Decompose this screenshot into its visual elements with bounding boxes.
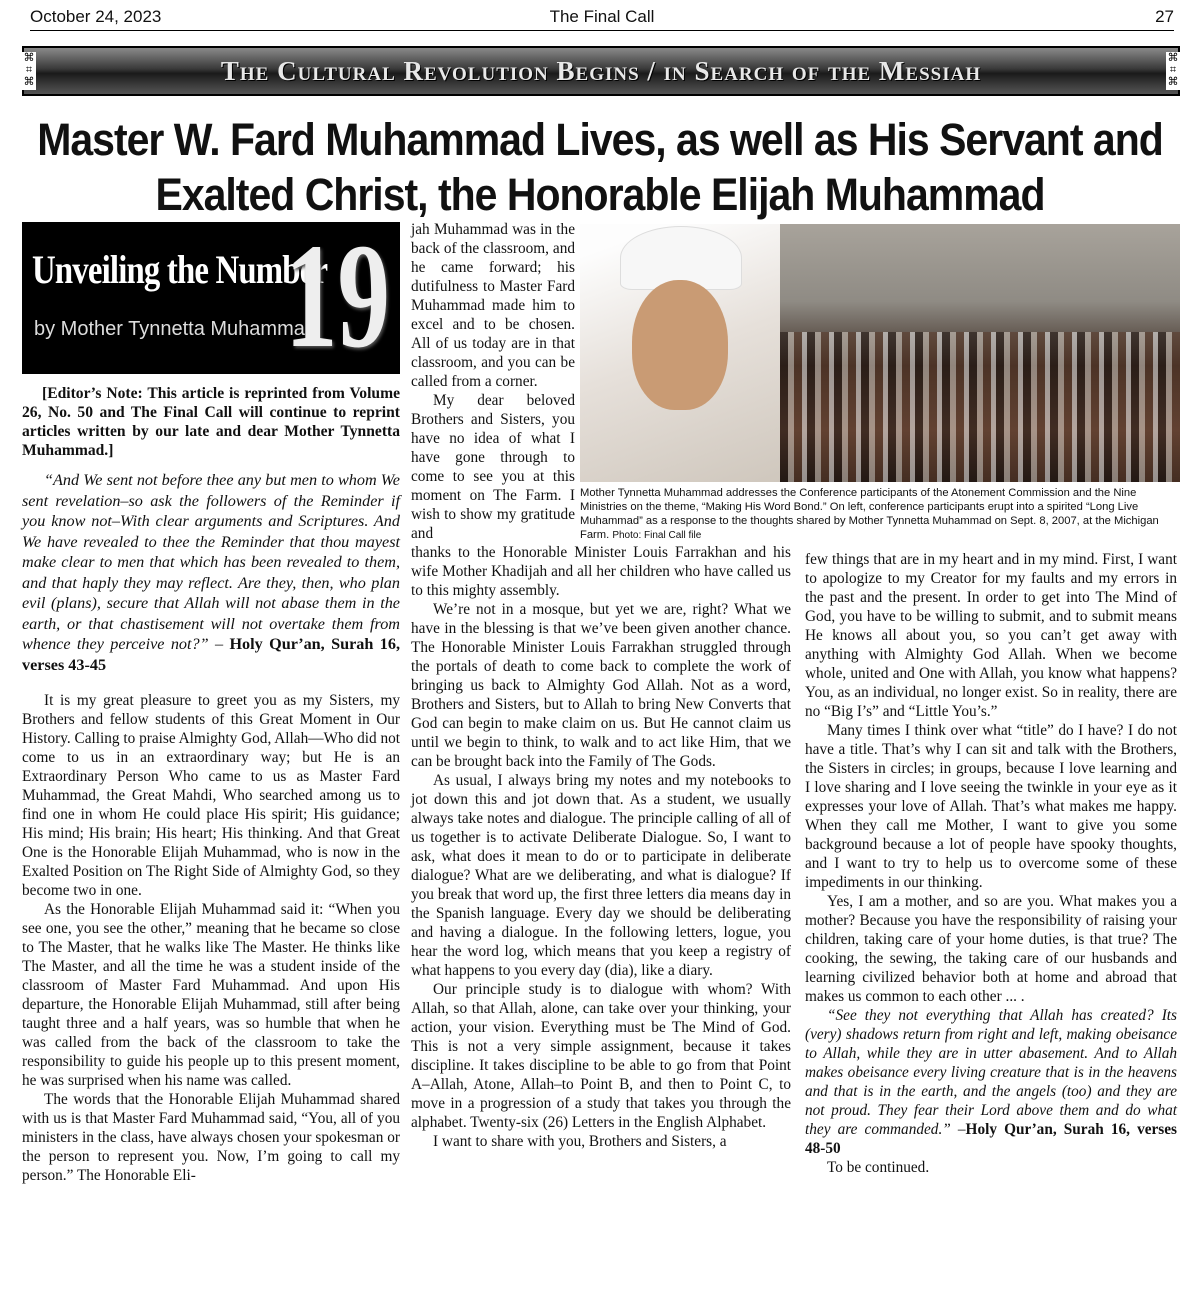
banner-text: The Cultural Revolution Begins / in Search of the Messiah: [220, 56, 982, 86]
paragraph: I want to share with you, Brothers and Sisters, a: [433, 1133, 727, 1150]
to-be-continued: To be continued.: [827, 1159, 930, 1176]
paragraph: As usual, I always bring my notes and my notebooks to jot down this and jot down that. As a student, we usually always take notes and dialogue. The principle calling of all of us together is to activate Deliberate Dialogue. So, I want to ask, what does it mean to do or to participate in deliberate dialogue? What are we deliberating, and what is dialogue? If you break that word up, the first three letters dia means day in the Spanish language. Every day we should be deliberating and having a dialogue. In the following letters, logue, you hear the word log, which means that you keep a registry of what happens to you every day (dia), like a diary.: [411, 772, 791, 979]
column-logo-byline: by Mother Tynnetta Muhammad: [34, 318, 316, 340]
headline-line-1: Master W. Fard Muhammad Lives, as well as His Servant and: [37, 114, 1163, 165]
opening-quote: [22, 470, 400, 675]
column-logo: [22, 222, 400, 374]
ornament-left-icon: ⌘ ⌗ ⌘: [23, 52, 35, 88]
opening-quote-text: “And We sent not before thee any but men to whom We sent revelation–so ask the followers of the Reminder if you know not–With clear arguments and Scriptures. And We have revealed to thee the Reminder that thou mayest make clear to men that which has been revealed to them, and that haply they may reflect. Are they, then, who plan evil (plans), secure that Allah will not abase them in the earth, or that chastisement will not overtake them from whence they perceive not?” –: [22, 471, 400, 653]
article-photo: [580, 224, 1180, 482]
paragraph: Yes, I am a mother, and so are you. What makes you a mother? Because you have the responsibility of raising your children, taking care of your home duties, is that true? The cooking, the sewing, the taking care of our husbands and learning civilized behavior both at home and abroad that makes us common to each other ... .: [805, 893, 1177, 1005]
closing-quote: [805, 1006, 1177, 1158]
article-column-1: [22, 384, 400, 1185]
paragraph: It is my great pleasure to greet you as my Sisters, my Brothers and fellow students of this Great Moment in Our History. Calling to praise Almighty God, Allah—Who did not come to us in an extraordinary way; but He is an Extraordinary Person Who came to us as Master Fard Muhammad, the Great Mahdi, Who searched among us to find one in whom He could place His spirit; His guidance; His mind; His brain; His heart; His thinking. And that Great One is the Honorable Elijah Muhammad, who is now in the Exalted Position on The Right Side of Almighty God, so they become two in one.: [22, 692, 401, 899]
paragraph: As the Honorable Elijah Muhammad said it: “When you see one, you see the other,” meaning that he became so close to The Master, that he walks like The Master. He thinks like The Master, and all the time he was a student inside of the classroom of Master Fard Muhammad. And upon His departure, the Honorable Elijah Muhammad, still after being taught three and a half years, was so humble that when he was called from the back of the classroom to take the responsibility to guide his people up to this present moment, he was surprised when his name was called.: [22, 901, 400, 1089]
paragraph: thanks to the Honorable Minister Louis Farrakhan and his wife Mother Khadijah and all her children who have called us to this mighty assembly.: [411, 544, 791, 599]
headline: [10, 112, 1190, 222]
paragraph: Our principle study is to dialogue with whom? With Allah, so that Allah, alone, can take over your thinking, your action, your vision. Everything must be The Mind of God. This is not a very simple assignment, because it takes discipline. It takes discipline to be able to go from that Point A–Allah, Atone, Allah–to Point B, and then to Point C, to move in a progression of a study that takes you through the alphabet. Twenty-six (26) Letters in the English Alphabet.: [411, 981, 791, 1131]
ornament-right-icon: ⌘ ⌗ ⌘: [1167, 52, 1179, 88]
paragraph: The words that the Honorable Elijah Muhammad shared with us is that Master Fard Muhammad said, “You, all of you ministers in the class, have always chosen your spokesman or the person to represent you. Now, I’m going to call my person.” The Honorable Eli-: [22, 1091, 400, 1184]
crowd-photo: [780, 224, 1180, 482]
photo-credit: Photo: Final Call file: [612, 530, 702, 541]
photo-caption-text: Mother Tynnetta Muhammad addresses the Conference participants of the Atonement Commission and the Nine Ministries on the theme, “Making His Word Bond.” On left, conference participants erupt into a spirited “Long Live Muhammad” as a response to the thoughts shared by Mother Tynnetta Muhammad on Sept. 8, 2007, at the Michigan Farm.: [580, 487, 1159, 541]
editors-note: [Editor’s Note: This article is reprinted from Volume 26, No. 50 and The Final Call will continue to reprint articles written by our late and dear Mother Tynnetta Muhammad.]: [22, 385, 400, 459]
issue-date: October 24, 2023: [30, 7, 162, 26]
column-logo-title: Unveiling the Number: [32, 247, 328, 292]
page-number: 27: [1155, 7, 1174, 26]
opening-quote-citation: Holy Qur’an, Surah 16, verses 43-45: [22, 635, 400, 674]
publication-name: The Final Call: [549, 7, 655, 26]
article-column-3: [805, 550, 1177, 1177]
column-2-narrow-block: [411, 220, 575, 543]
page-header: [30, 6, 1174, 31]
closing-quote-text: “See they not everything that Allah has created? Its (very) shadows return from right and left, making obeisance to Allah, while they are in utter abasement. And to Allah makes obeisance every living creature that is in the heavens and that is in the earth, and the angels (too) and they are not proud. They fear their Lord above them and do what they are commanded.” –: [805, 1007, 1177, 1138]
column-logo-number: 19: [285, 222, 390, 374]
paragraph: My dear beloved Brothers and Sisters, you have no idea of what I have gone through to come to see you at this moment on The Farm. I wish to show my gratitude and: [411, 392, 575, 542]
paragraph: few things that are in my heart and in my mind. First, I want to apologize to my Creator for my faults and my errors in the past and the present. In order to get into The Mind of God, you have to be willing to submit, and to submit means He knows all about you, so you can’t get away with anything with Almighty God Allah. When we become whole, united and One with Allah, you know what happens? You, as an individual, no longer exist. So in reality, there are no “Big I’s” and “Little You’s.”: [805, 551, 1177, 720]
headline-line-2: Exalted Christ, the Honorable Elijah Muhammad: [155, 169, 1045, 220]
paragraph: jah Muhammad was in the back of the classroom, and he came forward; his dutifulness to Master Fard Muhammad made him to excel and to be chosen. All of us today are in that classroom, and you can be called from a corner.: [411, 221, 575, 390]
closing-quote-citation: Holy Qur’an, Surah 16, verses 48-50: [805, 1121, 1177, 1157]
paragraph: We’re not in a mosque, but yet we are, right? What we have in the blessing is that we’ve been given another chance. The Honorable Minister Louis Farrakhan struggled through the portals of death to come back to complete the work of bringing us back to Almighty God Allah. Not as a word, Brothers and Sisters, but to Allah to bring New Converts that God can begin to make claim on us. But He cannot claim us until we begin to think, to walk and to act like Him, that we can be brought back into the Family of The Gods.: [411, 601, 791, 770]
section-banner: [22, 46, 1180, 96]
portrait-photo: [580, 224, 780, 482]
paragraph: Many times I think over what “title” do I have? I do not have a title. That’s why I can sit and talk with the Brothers, the Sisters in circles; in groups, because I love learning and I love sharing and I love seeing the twinkle in your eye as it expresses your love of Allah. That’s what makes me happy. When they call me Mother, I want to give you some background because a lot of people have spooky thoughts, and I want to try to help us to overcome some of these impediments in our thinking.: [805, 722, 1177, 891]
photo-caption: [580, 486, 1180, 543]
